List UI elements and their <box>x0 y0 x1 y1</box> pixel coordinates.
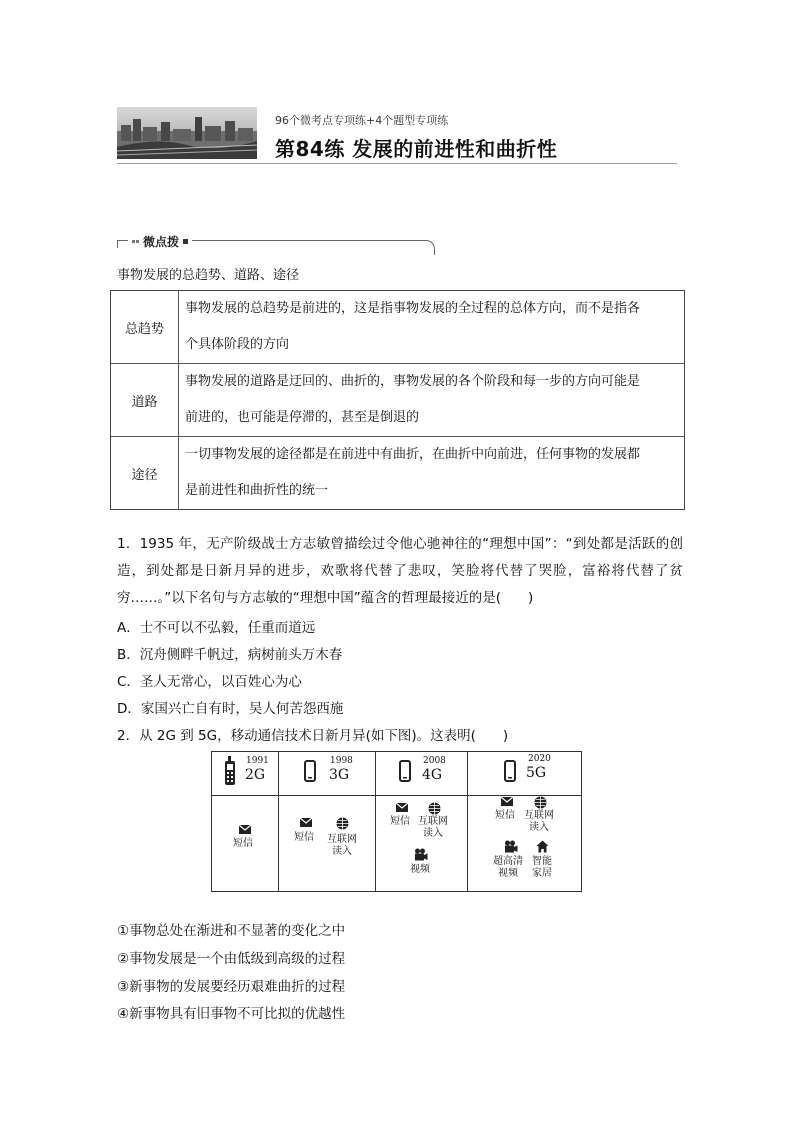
video-camera-icon <box>414 848 428 861</box>
question-1-option-c: C．圣人无常心，以百姓心为心 <box>117 674 302 690</box>
term-cell: 道路 <box>111 364 179 436</box>
definition-line: 个具体阶段的方向 <box>185 337 290 352</box>
question-1-option-d: D．家国兴亡自有时，吴人何苦怨西施 <box>117 701 344 717</box>
definition-line: 是前进性和曲折性的统一 <box>185 483 329 498</box>
globe-icon <box>336 817 349 830</box>
question-2-statement-4: ④新事物具有旧事物不可比拟的优越性 <box>117 1006 346 1022</box>
service-label-sms: 短信 <box>233 838 253 849</box>
service-label-line: 家居 <box>532 868 552 879</box>
term-cell: 总趋势 <box>111 291 179 363</box>
envelope-icon <box>300 818 312 827</box>
question-1-stem: 1．1935 年，无产阶级战士方志敏曾描绘过令他心驰神往的“理想中国”：“到处都是活跃的创造，到处都是日新月异的进步，欢歌将代替了悲叹，笑脸将代替了哭脸，富裕将代替了贫穷……。”以下名句与方志敏的“理想中国”蕴含的哲理最接近的是( ) <box>117 536 683 606</box>
service-label-uhd-video <box>493 856 523 880</box>
service-label-line: 互联网 <box>418 816 448 827</box>
service-label-smart-home <box>532 856 552 880</box>
smartphone-icon <box>399 760 411 782</box>
header-photo <box>117 107 257 159</box>
service-label-line: 读入 <box>529 822 549 833</box>
page-title: 第84练 发展的前进性和曲折性 <box>275 137 558 161</box>
service-label-line: 互联网 <box>327 834 357 845</box>
question-1-option-b: B．沉舟侧畔千帆过，病树前头万木春 <box>117 647 343 663</box>
envelope-icon <box>239 825 251 834</box>
year-label: 1991 <box>246 756 269 766</box>
definition-line: 事物发展的总趋势是前进的，这是指事物发展的全过程的总体方向，而不是指各 <box>185 301 641 316</box>
year-label: 1998 <box>330 756 353 766</box>
question-2-statement-3: ③新事物的发展要经历艰难曲折的过程 <box>117 979 346 995</box>
generation-label: 3G <box>329 767 350 783</box>
smartphone-icon <box>304 760 316 782</box>
header-divider <box>117 163 677 164</box>
dots-decoration-icon <box>132 240 139 243</box>
service-label-sms: 短信 <box>495 810 515 821</box>
generation-label: 4G <box>422 767 443 783</box>
table-row <box>111 363 684 436</box>
envelope-icon <box>501 797 513 806</box>
tip-label-text: 微点拨 <box>143 235 180 249</box>
table-row <box>111 291 684 363</box>
generation-label: 2G <box>245 767 266 783</box>
tip-subheading: 事物发展的总趋势、道路、途径 <box>117 268 300 283</box>
definition-cell <box>179 291 684 363</box>
concept-table <box>110 290 685 510</box>
service-label-sms: 短信 <box>294 832 314 843</box>
tip-frame-cap <box>117 240 118 248</box>
smartphone-icon <box>504 760 516 782</box>
service-label-internet <box>418 816 448 840</box>
service-label-line: 互联网 <box>524 810 554 821</box>
service-label-line: 读入 <box>423 828 443 839</box>
service-label-video: 视频 <box>410 864 430 875</box>
service-label-line: 智能 <box>532 856 552 867</box>
service-label-line: 视频 <box>498 868 518 879</box>
envelope-icon <box>396 803 408 812</box>
service-label-line: 读入 <box>332 846 352 857</box>
term-cell: 途径 <box>111 437 179 509</box>
definition-line: 事物发展的道路是迂回的、曲折的，事物发展的各个阶段和每一步的方向可能是 <box>185 374 641 389</box>
service-label-internet <box>524 810 554 834</box>
network-evolution-figure <box>211 751 582 892</box>
globe-icon <box>534 796 547 809</box>
year-label: 2008 <box>423 756 446 766</box>
definition-line: 前进的，也可能是停滞的，甚至是倒退的 <box>185 410 420 425</box>
definition-cell <box>179 364 684 436</box>
definition-line: 一切事物发展的途径都是在前进中有曲折，在曲折中向前进，任何事物的发展都 <box>185 447 641 462</box>
home-icon <box>536 840 549 853</box>
globe-icon <box>428 802 441 815</box>
year-label: 2020 <box>528 754 551 764</box>
service-label-sms: 短信 <box>390 816 410 827</box>
generation-label: 5G <box>526 765 547 781</box>
question-2-statement-2: ②事物发展是一个由低级到高级的过程 <box>117 951 346 967</box>
figure-column-3g <box>279 752 376 891</box>
definition-cell <box>179 437 684 509</box>
service-label-line: 超高清 <box>493 856 523 867</box>
cityscape-image <box>117 107 257 159</box>
question-2-stem: 2．从 2G 到 5G，移动通信技术日新月异(如下图)。这表明( ) <box>117 728 509 744</box>
figure-divider <box>212 795 581 796</box>
series-subtitle: 96个微考点专项练+4个题型专项练 <box>275 114 449 127</box>
square-bullet-icon <box>183 239 188 244</box>
question-1-option-a: A．士不可以不弘毅，任重而道远 <box>117 620 316 636</box>
tip-label <box>128 233 192 250</box>
video-camera-icon <box>504 840 518 853</box>
table-row <box>111 436 684 509</box>
service-label-internet <box>327 834 357 858</box>
question-2-statement-1: ①事物总处在渐进和不显著的变化之中 <box>117 923 346 939</box>
brick-phone-icon <box>224 756 236 786</box>
